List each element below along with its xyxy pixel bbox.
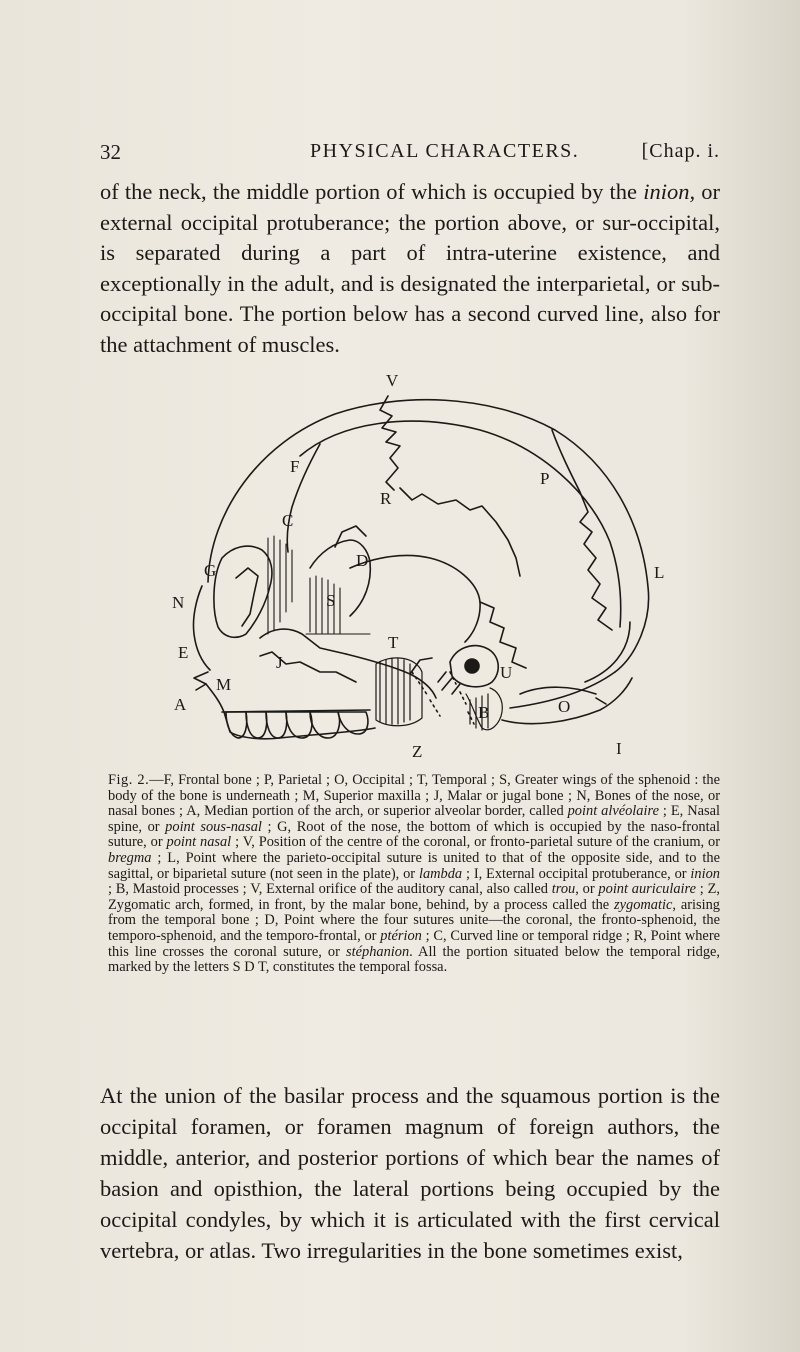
- label-V: V: [386, 372, 399, 390]
- body-paragraph-1: of the neck, the middle portion of which is occupied by the inion, or external occipital protuberance; the portion above, or sur-occipital, is separated during a part of intra-uterine existence, and exceptionally in the adult, and is designated the interparietal, or sub-occipital bone. The portion below has a second curved line, also for the attachment of muscles.: [100, 179, 720, 357]
- label-N: N: [172, 593, 185, 612]
- label-T: T: [388, 633, 399, 652]
- lambdoid-suture: [552, 430, 612, 630]
- label-G: G: [204, 561, 217, 580]
- label-R: R: [380, 489, 392, 508]
- term-inion: inion,: [643, 179, 696, 204]
- figure-caption: Fig. 2.—F, Frontal bone ; P, Parietal ; O, Occipital ; T, Temporal ; S, Greater wings of the sphenoid : the body of the bone is underneath ; M, Superior maxilla ; J, Malar or jugal bone ; N, Bones of the nose, or nasal bones ; A, Median portion of the arch, or superior alveolar border, called point alvéolaire ; E, Nasal spine, or point sous-nasal ; G, Root of the nose, the bottom of which is occupied by the naso-frontal suture, or point nasal ; V, Position of the centre of the coronal, or fronto-parietal suture of the cranium, or bregma ; L, Point where the parieto-occipital suture is united to that of the opposite side, and to the sagittal, or biparietal suture (not seen in the plate), or lambda ; I, External occipital protuberance, or inion ; B, Mastoid processes ; V, External orifice of the auditory canal, also called trou, or point auriculaire ; Z, Zygomatic arch, formed, in front, by the malar bone, behind, by a process called the zygomatic, arising from the temporal bone ; D, Point where the four sutures unite—the coronal, the fronto-sphenoid, the temporo-sphenoid, and the temporo-frontal, or ptérion ; C, Curved line or temporal ridge ; R, Point where this line crosses the coronal suture, or stéphanion. All the portion situated below the temporal ridge, marked by the letters S D T, constitutes the temporal fossa.: [108, 772, 721, 976]
- squamosal-suture: [350, 555, 480, 642]
- label-P: P: [540, 469, 550, 488]
- body-paragraph-2: At the union of the basilar process and the squamous portion is the occipital foramen, or foramen magnum of foreign authors, the middle, anterior, and posterior portions of which bear the names of basion and opisthion, the lateral portions being occupied by the occipital condyles, by which it is articulated with the first cervical vertebra, or atlas. Two irregularities in the bone sometimes exist,: [100, 1083, 720, 1263]
- label-D: D: [356, 551, 369, 570]
- running-header: [100, 140, 720, 170]
- label-M: M: [216, 675, 232, 694]
- label-C: C: [282, 511, 294, 530]
- label-S: S: [326, 591, 336, 610]
- label-I: I: [616, 739, 622, 758]
- label-E: E: [178, 643, 189, 662]
- skull-lateral-diagram: [160, 372, 680, 760]
- page-number: 32: [100, 140, 121, 164]
- label-O: O: [558, 697, 571, 716]
- running-title: PHYSICAL CHARACTERS.: [310, 140, 580, 162]
- label-Z: Z: [412, 742, 423, 760]
- label-J: J: [276, 653, 283, 672]
- auditory-canal-region: [438, 646, 498, 694]
- upper-teeth: [222, 710, 370, 738]
- chapter-reference: [Chap. i.: [641, 140, 720, 162]
- label-U: U: [500, 663, 513, 682]
- coronal-suture: [380, 396, 400, 490]
- label-A: A: [174, 695, 187, 714]
- malar-bone: [260, 629, 346, 654]
- nasal-bones: [193, 586, 210, 670]
- figure-number: Fig. 2.: [108, 772, 150, 788]
- label-F: F: [290, 457, 300, 476]
- label-B: B: [478, 703, 490, 722]
- label-L: L: [654, 563, 665, 582]
